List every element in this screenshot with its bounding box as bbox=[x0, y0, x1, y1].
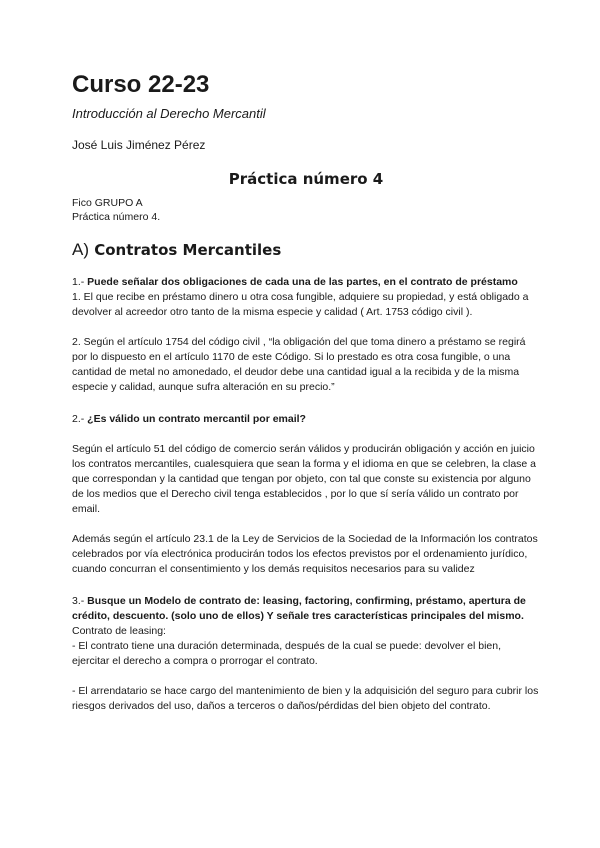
practice-heading: Práctica número 4 bbox=[228, 170, 384, 188]
question-number: 2.- bbox=[72, 413, 88, 425]
group-line: Fico GRUPO A bbox=[72, 197, 143, 209]
section-title: Contratos Mercantiles bbox=[89, 241, 282, 259]
answer-list-item: - El contrato tiene una duración determinada, después de la cual se puede: devolver el bien, ejercitar el derecho a compra o prorrogar el contrato. bbox=[72, 640, 502, 667]
author-name: José Luis Jiménez Pérez bbox=[72, 138, 206, 152]
question-prompt: Puede señalar dos obligaciones de cada una de las partes, en el contrato de préstamo bbox=[87, 276, 518, 288]
section-letter: A) bbox=[72, 240, 89, 259]
question-1-text bbox=[72, 275, 540, 290]
meta-info bbox=[72, 196, 540, 224]
question-2-text bbox=[72, 412, 540, 427]
answer-list-item: - El arrendatario se hace cargo del mantenimiento de bien y la adquisición del seguro para cubrir los riesgos derivados del uso, daños a terceros o daños/pérdidas del bien objeto del contrato. bbox=[72, 685, 539, 712]
question-3-text bbox=[72, 594, 540, 624]
question-1 bbox=[72, 275, 540, 395]
subject-subtitle: Introducción al Derecho Mercantil bbox=[72, 106, 266, 121]
question-prompt: ¿Es válido un contrato mercantil por email? bbox=[87, 413, 306, 425]
course-title: Curso 22-23 bbox=[72, 71, 210, 98]
answer-paragraph: 1. El que recibe en préstamo dinero u otra cosa fungible, adquiere su propiedad, y está obligado a devolver al acreedor otro tanto de la misma especie y calidad ( Art. 1753 código civil ). bbox=[72, 291, 529, 318]
practice-line: Práctica número 4. bbox=[72, 211, 161, 223]
answer-paragraph: Según el artículo 51 del código de comercio serán válidos y producirán obligación y acción en juicio los contratos mercantiles, cualesquiera que sean la forma y el idioma en que se celebren, la clase a que correspondan y la cantidad que tengan por objeto, con tal que conste su existencia por alguno de los medios que el Derecho civil tenga establecidos , por lo que sí sería válido un contrato por email. bbox=[72, 443, 537, 515]
answer-intro: Contrato de leasing: bbox=[72, 625, 166, 637]
question-number: 3.- bbox=[72, 595, 88, 607]
answer-paragraph: 2. Según el artículo 1754 del código civil , “la obligación del que toma dinero a préstamo se regirá por lo dispuesto en el artículo 1170 de este Código. Si lo prestado es otra cosa fungible, o una cantidad de metal no amonedado, el deudor debe una cantidad igual a la recibida y de la misma especie y calidad, aunque sufra alteración en su precio.” bbox=[72, 336, 526, 393]
answer-paragraph: Además según el artículo 23.1 de la Ley de Servicios de la Sociedad de la Información los contratos celebrados por vía electrónica producirán todos los efectos previstos por el ordenamiento jurídico, cuando concurran el consentimiento y los demás requisitos necesarios para su validez bbox=[72, 533, 538, 575]
question-prompt: Busque un Modelo de contrato de: leasing, factoring, confirming, préstamo, apertura de crédito, descuento. (solo uno de ellos) Y señale tres características principales del mismo. bbox=[72, 595, 526, 622]
question-3 bbox=[72, 594, 540, 714]
question-2 bbox=[72, 412, 540, 577]
section-a-heading bbox=[72, 240, 540, 260]
question-number: 1.- bbox=[72, 276, 88, 288]
